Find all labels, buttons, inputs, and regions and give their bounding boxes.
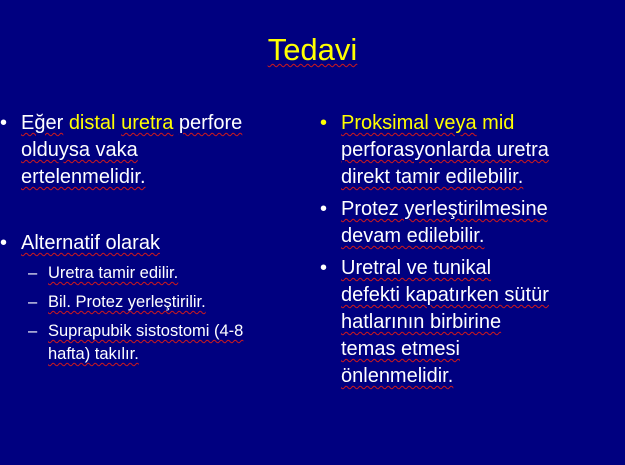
sub-bullet-text-cont: hafta) takılır. xyxy=(48,345,139,363)
sub-bullet-text: Bil. Protez yerleştirilir. xyxy=(48,293,206,311)
left-bullet-2 xyxy=(0,230,300,257)
word-distal: distal xyxy=(68,112,116,134)
title-text: Tedavi xyxy=(267,32,358,67)
bullet-dot: • xyxy=(320,257,328,279)
left-bullet-2-text: Alternatif olarak xyxy=(21,232,160,254)
right-bullet-3-line-3: hatlarının birbirine xyxy=(341,311,502,333)
dash: – xyxy=(28,322,38,340)
right-bullet-1-line-1 xyxy=(341,110,625,137)
word-uretra: uretra xyxy=(121,112,174,134)
sub-bullet-text: Uretra tamir edilir. xyxy=(48,264,179,282)
right-bullet-2 xyxy=(320,196,625,250)
right-bullet-1-line-2: perforasyonlarda uretra xyxy=(341,139,549,161)
word-eger: Eğer xyxy=(21,112,64,134)
left-bullet-1-line-3: ertelenmelidir. xyxy=(21,166,146,188)
word-proksimal: Proksimal veya xyxy=(341,112,477,134)
right-bullet-3-line-5: önlenmelidir. xyxy=(341,365,454,387)
bullet-dot: • xyxy=(0,232,8,254)
bullet-dot: • xyxy=(0,112,8,134)
right-bullet-3 xyxy=(320,255,625,390)
right-bullet-1 xyxy=(320,110,625,191)
left-bullet-1-line-1 xyxy=(21,110,300,137)
right-column xyxy=(320,110,625,390)
bullet-dot: • xyxy=(320,112,328,134)
right-bullet-3-line-1: Uretral ve tunikal xyxy=(341,257,492,279)
sub-bullet-1 xyxy=(0,262,300,285)
slide-title xyxy=(0,30,625,70)
right-bullet-2-line-2: devam edilebilir. xyxy=(341,225,485,247)
word-perfore: perfore xyxy=(178,112,243,134)
right-bullet-3-line-4: temas etmesi xyxy=(341,338,460,360)
right-bullet-2-line-1: Protez yerleştirilmesine xyxy=(341,198,548,220)
sub-bullet-text: Suprapubik sistostomi (4-8 xyxy=(48,322,244,340)
bullet-dot: • xyxy=(320,198,328,220)
dash: – xyxy=(28,264,38,282)
sub-bullet-3 xyxy=(0,320,300,366)
dash: – xyxy=(28,293,38,311)
left-column xyxy=(0,110,300,366)
right-bullet-1-line-3: direkt tamir edilebilir. xyxy=(341,166,524,188)
left-bullet-1-line-2: olduysa vaka xyxy=(21,139,138,161)
sub-bullet-2 xyxy=(0,291,300,314)
left-bullet-1 xyxy=(0,110,300,191)
word-mid: mid xyxy=(482,112,515,134)
right-bullet-3-line-2: defekti kapatırken sütür xyxy=(341,284,549,306)
